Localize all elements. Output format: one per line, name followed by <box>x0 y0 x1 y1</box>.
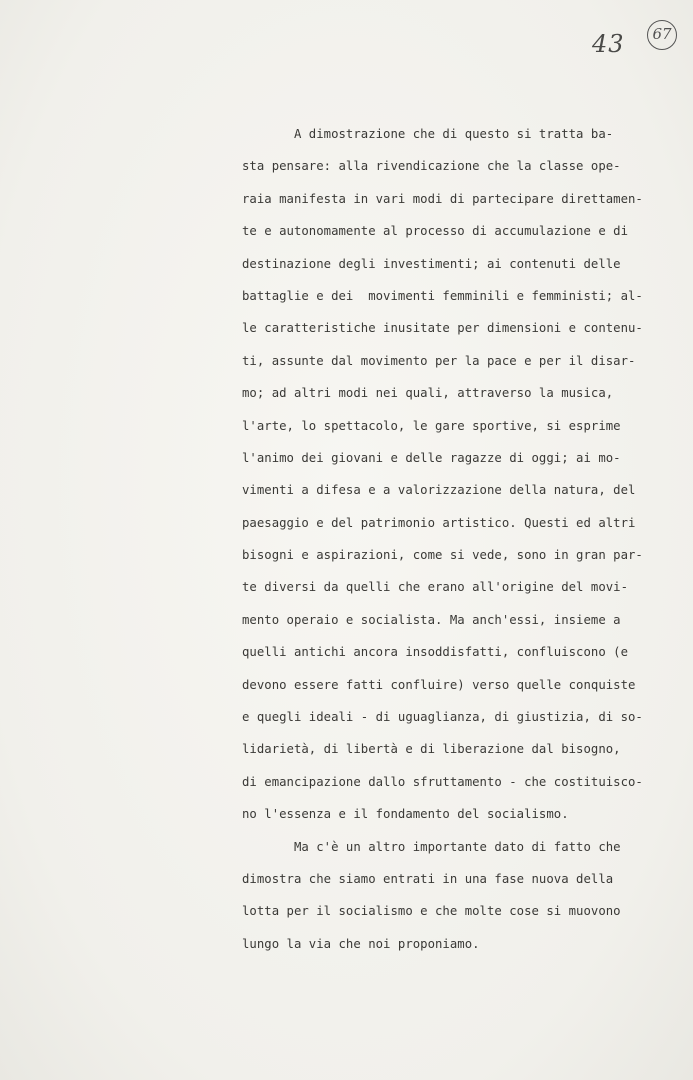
text-line: lidarietà, di libertà e di liberazione dal bisogno, <box>242 742 621 757</box>
text-line: vimenti a difesa e a valorizzazione della natura, del <box>242 483 636 498</box>
text-line: e quegli ideali - di uguaglianza, di giustizia, di so- <box>242 710 643 725</box>
text-line: quelli antichi ancora insoddisfatti, confluiscono (e <box>242 645 629 660</box>
text-line: Ma c'è un altro importante dato di fatto che <box>242 839 621 854</box>
text-line: ti, assunte dal movimento per la pace e per il disar- <box>242 353 636 368</box>
text-line: paesaggio e del patrimonio artistico. Questi ed altri <box>242 515 636 530</box>
text-line: devono essere fatti confluire) verso quelle conquiste <box>242 677 636 692</box>
text-line: l'animo dei giovani e delle ragazze di oggi; ai mo- <box>242 450 621 465</box>
text-line: bisogni e aspirazioni, come si vede, sono in gran par- <box>242 548 643 563</box>
text-line: A dimostrazione che di questo si tratta ba- <box>242 127 614 141</box>
text-line: di emancipazione dallo sfruttamento - che costituisco- <box>242 774 643 789</box>
text-line: no l'essenza e il fondamento del socialismo. <box>242 807 569 822</box>
text-line: sta pensare: alla rivendicazione che la classe ope- <box>242 159 621 174</box>
text-line: l'arte, lo spettacolo, le gare sportive, si esprime <box>242 418 621 433</box>
text-line: te e autonomamente al processo di accumulazione e di <box>242 224 629 239</box>
text-line: raia manifesta in vari modi di partecipare direttamen- <box>242 191 643 206</box>
text-line: destinazione degli investimenti; ai contenuti delle <box>242 256 621 271</box>
text-line: te diversi da quelli che erano all'origine del movi- <box>242 580 629 595</box>
text-line: le caratteristiche inusitate per dimensioni e contenu- <box>242 321 643 336</box>
text-line: mo; ad altri modi nei quali, attraverso la musica, <box>242 386 614 401</box>
text-line: dimostra che siamo entrati in una fase nuova della <box>242 871 614 886</box>
text-line: lotta per il socialismo e che molte cose si muovono <box>242 904 621 919</box>
text-line: mento operaio e socialista. Ma anch'essi, insieme a <box>242 612 621 627</box>
circled-archive-number: 67 <box>647 20 677 50</box>
handwritten-page-number: 43 <box>592 30 625 58</box>
text-line: lungo la via che noi proponiamo. <box>242 936 480 951</box>
text-line: battaglie e dei movimenti femminili e femministi; al- <box>242 288 643 303</box>
body-text <box>242 118 643 960</box>
